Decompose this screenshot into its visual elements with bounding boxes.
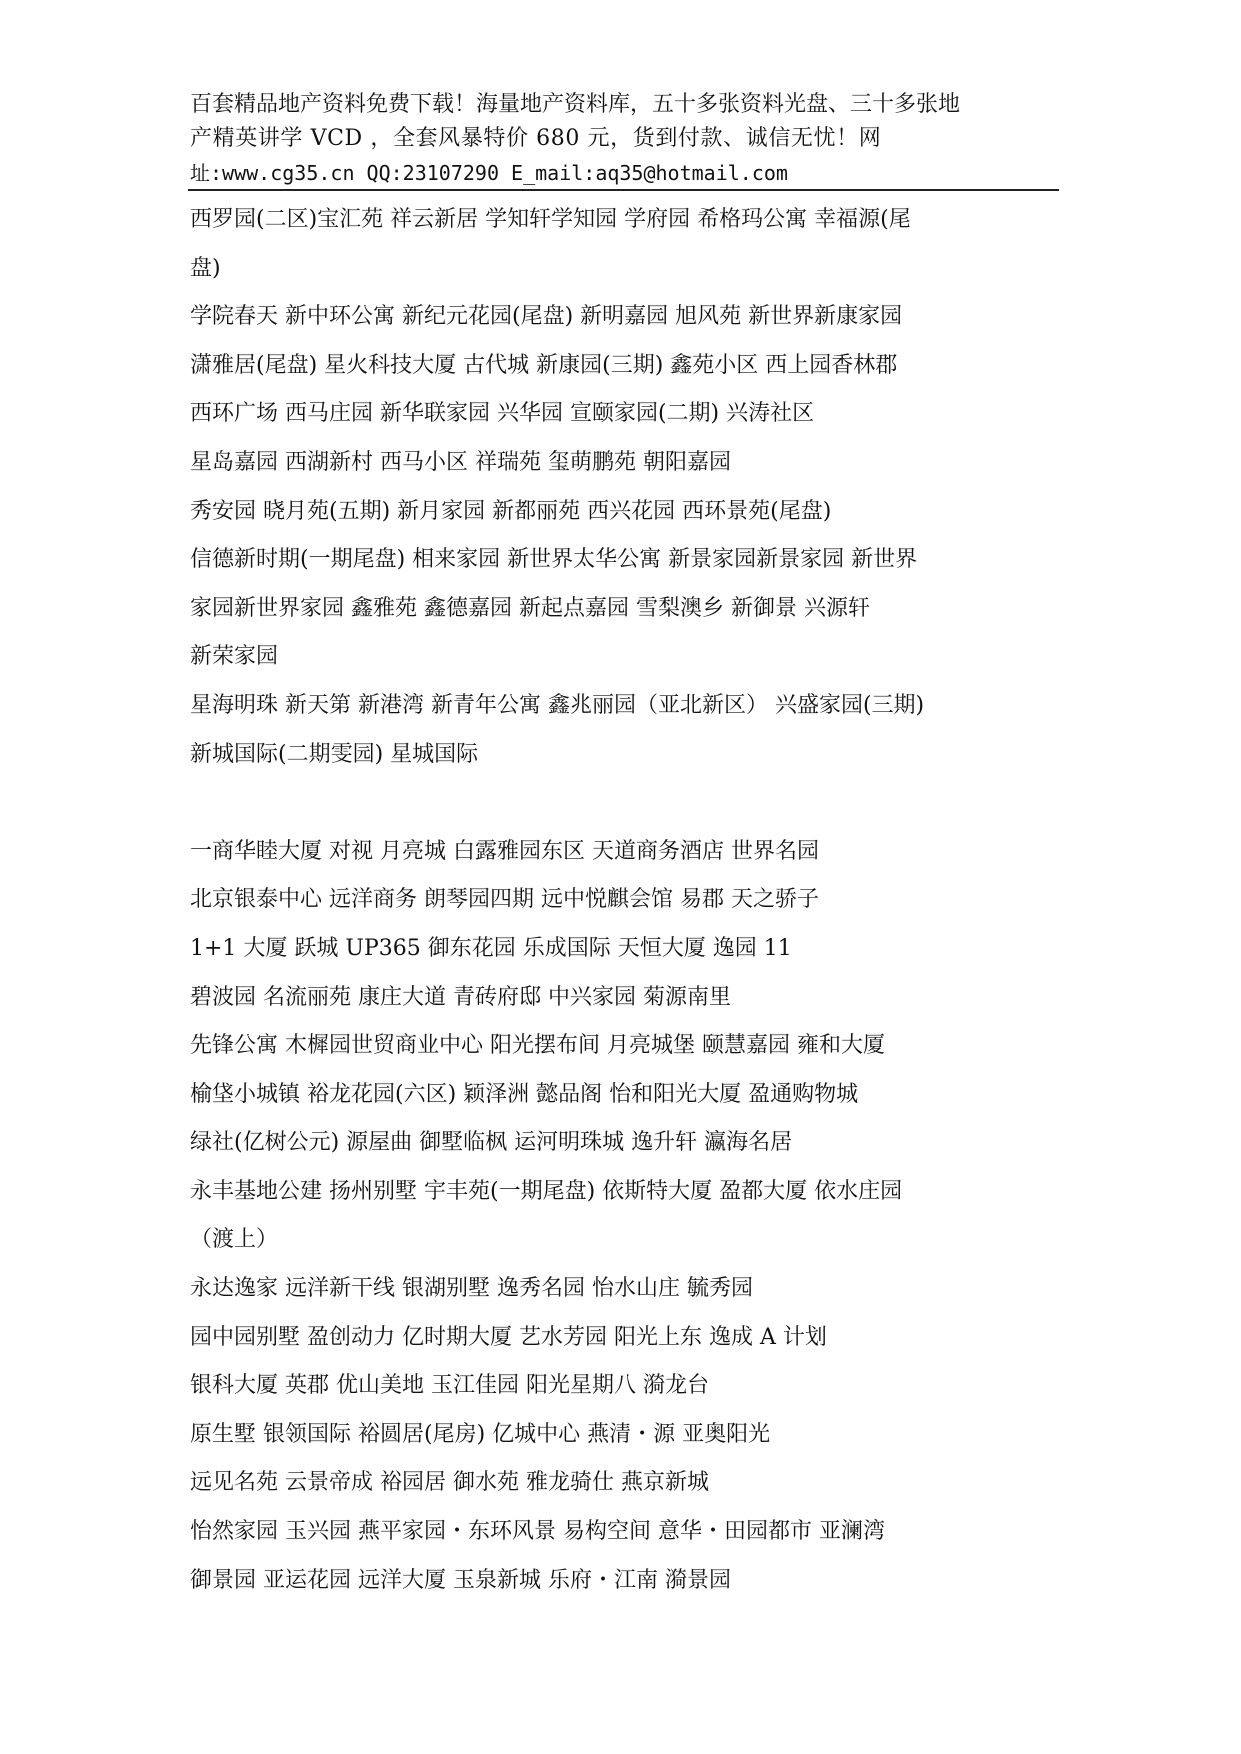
- text-line: 碧波园 名流丽苑 康庄大道 青砖府邸 中兴家园 菊源南里: [190, 984, 731, 1010]
- text-line: （渡上）: [190, 1227, 279, 1253]
- text-line: 西环广场 西马庄园 新华联家园 兴华园 宣颐家园(二期) 兴涛社区: [190, 401, 815, 427]
- text-line: 永达逸家 远洋新干线 银湖别墅 逸秀名园 怡水山庄 毓秀园: [190, 1276, 753, 1302]
- document-body: [190, 196, 1070, 1605]
- text-line: 信德新时期(一期尾盘) 相来家园 新世界太华公寓 新景家园新景家园 新世界: [190, 547, 918, 573]
- text-line: 星海明珠 新天第 新港湾 新青年公寓 鑫兆丽园（亚北新区） 兴盛家园(三期): [190, 692, 925, 718]
- section-1: [190, 196, 1070, 779]
- text-line: 北京银泰中心 远洋商务 朗琴园四期 远中悦麒会馆 易郡 天之骄子: [190, 887, 819, 913]
- text-line: 家园新世界家园 鑫雅苑 鑫德嘉园 新起点嘉园 雪梨澳乡 新御景 兴源轩: [190, 595, 870, 621]
- text-line: 学院春天 新中环公寓 新纪元花园(尾盘) 新明嘉园 旭风苑 新世界新康家园: [190, 304, 903, 330]
- text-line: 新荣家园: [190, 644, 279, 670]
- page-header: [190, 88, 1060, 190]
- text-line: 盘): [190, 255, 221, 281]
- header-line-3: 址:www.cg35.cn QQ:23107290 E_mail:aq35@hotmail.com: [190, 161, 788, 185]
- text-line: 一商华睦大厦 对视 月亮城 白露雅园东区 天道商务酒店 世界名园: [190, 838, 819, 864]
- text-line: 潇雅居(尾盘) 星火科技大厦 古代城 新康园(三期) 鑫苑小区 西上园香林郡: [190, 352, 898, 378]
- text-line: 园中园别墅 盈创动力 亿时期大厦 艺水芳园 阳光上东 逸成 A 计划: [190, 1324, 827, 1350]
- text-line: 御景园 亚运花园 远洋大厦 玉泉新城 乐府・江南 漪景园: [190, 1567, 731, 1593]
- text-line: 西罗园(二区)宝汇苑 祥云新居 学知轩学知园 学府园 希格玛公寓 幸福源(尾: [190, 207, 911, 232]
- header-line-1: 百套精品地产资料免费下载！海量地产资料库，五十多张资料光盘、三十多张地: [190, 92, 961, 117]
- text-line: 榆垡小城镇 裕龙花园(六区) 颖泽洲 懿品阁 怡和阳光大厦 盈通购物城: [190, 1081, 859, 1107]
- section-spacer: [190, 779, 1070, 828]
- text-line: 绿社(亿树公元) 源屋曲 御墅临枫 运河明珠城 逸升轩 瀛海名居: [190, 1130, 793, 1156]
- text-line: 银科大厦 英郡 优山美地 玉江佳园 阳光星期八 漪龙台: [190, 1373, 709, 1399]
- text-line: 新城国际(二期雯园) 星城国际: [190, 741, 479, 767]
- text-line: 永丰基地公建 扬州别墅 宇丰苑(一期尾盘) 依斯特大厦 盈都大厦 依水庄园: [190, 1178, 903, 1204]
- text-line: 秀安园 晓月苑(五期) 新月家园 新都丽苑 西兴花园 西环景苑(尾盘): [190, 498, 832, 524]
- text-line: 星岛嘉园 西湖新村 西马小区 祥瑞苑 玺萌鹏苑 朝阳嘉园: [190, 449, 731, 475]
- text-line: 远见名苑 云景帝成 裕园居 御水苑 雅龙骑仕 燕京新城: [190, 1470, 709, 1496]
- text-line: 原生墅 银领国际 裕圆居(尾房) 亿城中心 燕清・源 亚奥阳光: [190, 1421, 771, 1447]
- header-line-2: 产精英讲学 VCD ，全套风暴特价 680 元，货到付款、诚信无忧！网: [190, 126, 882, 151]
- section-2: [190, 828, 1070, 1606]
- text-line: 怡然家园 玉兴园 燕平家园・东环风景 易构空间 意华・田园都市 亚澜湾: [190, 1519, 885, 1545]
- header-divider: [188, 189, 1059, 191]
- text-line: 1+1 大厦 跃城 UP365 御东花园 乐成国际 天恒大厦 逸园 11: [190, 935, 792, 961]
- text-line: 先锋公寓 木樨园世贸商业中心 阳光摆布间 月亮城堡 颐慧嘉园 雍和大厦: [190, 1033, 885, 1059]
